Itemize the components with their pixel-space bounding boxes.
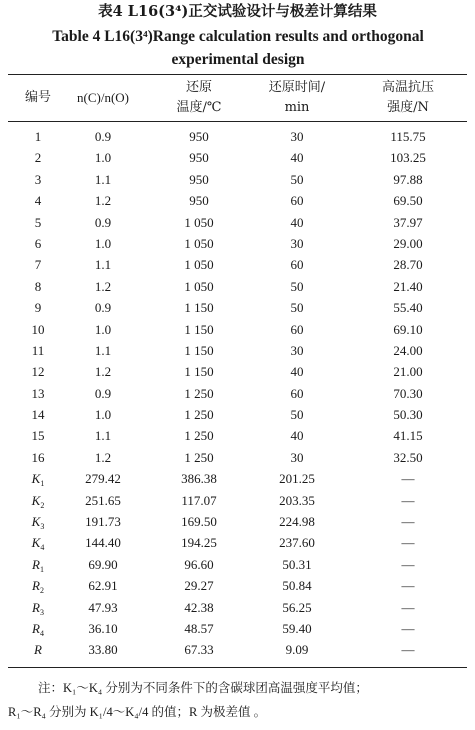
table-cell: —	[401, 599, 415, 615]
table-row	[0, 147, 475, 168]
stat-row	[0, 554, 475, 575]
table-row	[0, 233, 475, 254]
table-title-cn: 表4 L16(3⁴)正交试验设计与极差计算结果	[98, 3, 377, 20]
table-cell: 50.84	[282, 578, 312, 594]
stat-subscript: 1	[40, 479, 45, 489]
table-cell: 950	[189, 150, 209, 166]
header-temperature	[150, 76, 248, 120]
table-row	[0, 190, 475, 211]
table-cell: —	[401, 620, 415, 636]
table-row	[0, 404, 475, 425]
table-title-en	[8, 25, 468, 71]
stat-symbol: R	[32, 599, 40, 615]
table-row	[0, 340, 475, 361]
table-cell: 1 150	[184, 342, 214, 358]
table-cell: —	[401, 514, 415, 530]
table-cell: 6	[34, 235, 42, 251]
stat-row	[0, 511, 475, 532]
table-cell: 279.42	[85, 471, 121, 487]
table-cell: 69.10	[393, 321, 423, 337]
table-cell: 30	[290, 235, 304, 251]
table-cell: 1.2	[94, 449, 112, 465]
table-cell: 1.1	[94, 171, 112, 187]
table-cell: 15	[31, 428, 45, 444]
table-cell: 21.40	[393, 278, 423, 294]
table-cell: 1.1	[94, 428, 112, 444]
stat-subscript: 4	[40, 543, 45, 553]
stat-label	[8, 575, 68, 596]
table-cell: 201.25	[279, 471, 315, 487]
table-cell: 50	[290, 407, 304, 423]
stat-symbol: K	[31, 535, 41, 551]
table-cell: 0.9	[94, 214, 112, 230]
table-cell: 1 250	[184, 428, 214, 444]
stat-subscript: 1	[39, 564, 44, 574]
table-cell: 0.9	[94, 300, 112, 316]
table-cell: 103.25	[390, 150, 426, 166]
table-cell: 1.1	[94, 257, 112, 273]
table-cell: 21.00	[393, 364, 423, 380]
table-cell: 60	[290, 193, 304, 209]
table-cell: 1 250	[184, 407, 214, 423]
table-cell: 96.60	[184, 556, 214, 572]
table-cell: 1.2	[94, 193, 112, 209]
stat-symbol: R	[32, 556, 40, 572]
table-row	[0, 297, 475, 318]
table-cell: —	[401, 492, 415, 508]
table-cell: 10	[31, 321, 45, 337]
table-cell: 28.70	[393, 257, 423, 273]
table-cell: 47.93	[88, 599, 118, 615]
stat-row	[0, 618, 475, 639]
table-cell: 191.73	[85, 514, 121, 530]
table-cell: 115.75	[390, 129, 426, 144]
table-cell: 40	[290, 428, 304, 444]
table-cell: 1 050	[184, 235, 214, 251]
stat-label	[8, 532, 68, 553]
stat-label	[8, 468, 68, 489]
table-cell: —	[401, 642, 415, 658]
table-cell: 203.35	[279, 492, 315, 508]
table-row	[0, 447, 475, 468]
table-cell: 0.9	[94, 129, 112, 144]
table-cell: 40	[290, 364, 304, 380]
stat-label	[8, 597, 68, 618]
table-cell: 41.15	[393, 428, 423, 444]
table-cell: 1.2	[94, 278, 112, 294]
table-cell: 50.30	[393, 407, 423, 423]
table-cell: 169.50	[181, 514, 217, 530]
stat-symbol: K	[31, 492, 41, 508]
table-cell: —	[401, 578, 415, 594]
table-cell: 1 150	[184, 364, 214, 380]
table-cell: 60	[290, 257, 304, 273]
table-cell: 16	[31, 449, 45, 465]
table-cell: 11	[31, 342, 45, 358]
table-cell: 1.1	[94, 342, 112, 358]
table-cell: 1.0	[94, 321, 112, 337]
stat-subscript: 4	[39, 628, 44, 638]
stat-row	[0, 639, 475, 660]
table-cell: 62.91	[88, 578, 118, 594]
table-cell: 8	[34, 278, 42, 294]
table-cell: 1.0	[94, 235, 112, 251]
table-cell: 50	[290, 278, 304, 294]
table-cell: —	[401, 535, 415, 551]
header-ratio-label: n(C)/n(O)	[77, 90, 129, 105]
header-time-line1: 还原时间/	[268, 80, 326, 95]
table-cell: 42.38	[184, 599, 214, 615]
header-ratio	[68, 76, 138, 120]
table-cell: 69.50	[393, 193, 423, 209]
table-cell: 1.0	[94, 150, 112, 166]
table-cell: 9.09	[285, 642, 309, 658]
table-cell: —	[401, 556, 415, 572]
table-cell: 1.0	[94, 407, 112, 423]
note-line2: R₁～R₄ 分别为 K₁/4～K₄/4 的值；R 为极差值 。	[8, 705, 267, 719]
table-note	[8, 676, 470, 724]
table-cell: 67.33	[184, 642, 214, 658]
table-cell: 56.25	[282, 599, 312, 615]
table-cell: 5	[34, 214, 42, 230]
stat-label	[8, 511, 68, 532]
stat-subscript: 2	[39, 586, 44, 596]
table-cell: 30	[290, 342, 304, 358]
table-cell: —	[401, 471, 415, 487]
table-cell: 29.27	[184, 578, 214, 594]
stat-label	[8, 554, 68, 575]
table-cell: 60	[290, 321, 304, 337]
table-cell: 30	[290, 129, 304, 144]
table-cell: 117.07	[181, 492, 217, 508]
table-cell: 30	[290, 449, 304, 465]
table-cell: 950	[189, 129, 209, 144]
table-cell: 59.40	[282, 620, 312, 636]
table-cell: 48.57	[184, 620, 214, 636]
table-row	[0, 276, 475, 297]
table-row	[0, 169, 475, 190]
header-temperature-line2: 温度/℃	[176, 100, 222, 115]
table-row	[0, 361, 475, 382]
table-cell: 29.00	[393, 235, 423, 251]
table-cell: 69.90	[88, 556, 118, 572]
stat-subscript: 3	[39, 607, 44, 617]
table-row	[0, 126, 475, 147]
table-cell: 1.2	[94, 364, 112, 380]
header-temperature-line1: 还原	[185, 80, 212, 95]
table-cell: 36.10	[88, 620, 118, 636]
stat-label	[8, 618, 68, 639]
table-cell: 1 050	[184, 278, 214, 294]
stat-subscript: 2	[40, 500, 45, 510]
table-cell: 13	[31, 385, 45, 401]
table-cell: 950	[189, 193, 209, 209]
table-cell: 50	[290, 300, 304, 316]
table-cell: 37.97	[393, 214, 423, 230]
stat-row	[0, 532, 475, 553]
stat-label	[8, 639, 68, 660]
table-cell: 1 150	[184, 300, 214, 316]
table-row	[0, 212, 475, 233]
header-strength-line2: 强度/N	[387, 100, 429, 115]
table-cell: 2	[34, 150, 42, 166]
header-id	[8, 76, 68, 120]
table-cell: 32.50	[393, 449, 423, 465]
table-title-en-line1: Table 4 L16(3⁴)Range calculation results and orthogonal	[52, 28, 424, 45]
table-cell: 0.9	[94, 385, 112, 401]
header-divider-rule	[8, 121, 467, 122]
table-cell: 7	[34, 257, 42, 273]
stat-symbol: K	[31, 471, 41, 487]
table-cell: 251.65	[85, 492, 121, 508]
stat-row	[0, 490, 475, 511]
note-line1: 注：K₁～K₄ 分别为不同条件下的含碳球团高温强度平均值；	[38, 681, 368, 695]
table-row	[0, 425, 475, 446]
header-strength-line1: 高温抗压	[381, 80, 434, 95]
table-bottom-rule	[8, 667, 467, 668]
stat-subscript: 3	[40, 522, 45, 532]
table-cell: 1	[34, 129, 42, 144]
stat-row	[0, 597, 475, 618]
table-cell: 14	[31, 407, 45, 423]
stat-symbol: K	[31, 514, 41, 530]
table-cell: 3	[34, 171, 42, 187]
table-cell: 50	[290, 171, 304, 187]
table-cell: 12	[31, 364, 45, 380]
stat-row	[0, 575, 475, 596]
table-row	[0, 319, 475, 340]
table-row	[0, 383, 475, 404]
table-cell: 33.80	[88, 642, 118, 658]
table-cell: 194.25	[181, 535, 217, 551]
header-time-line2: min	[284, 100, 310, 115]
table-cell: 1 250	[184, 449, 214, 465]
table-cell: 70.30	[393, 385, 423, 401]
table-cell: 4	[34, 193, 42, 209]
table-cell: 1 150	[184, 321, 214, 337]
table-body	[0, 126, 475, 661]
stat-symbol: R	[32, 620, 40, 636]
table-cell: 40	[290, 150, 304, 166]
table-cell: 24.00	[393, 342, 423, 358]
table-cell: 144.40	[85, 535, 121, 551]
stat-row	[0, 468, 475, 489]
table-cell: 950	[189, 171, 209, 187]
table-cell: 97.88	[393, 171, 423, 187]
table-row	[0, 254, 475, 275]
table-cell: 1 050	[184, 214, 214, 230]
table-cell: 224.98	[279, 514, 315, 530]
stat-symbol: R	[32, 578, 40, 594]
table-title-en-line2: experimental design	[171, 51, 305, 68]
table-cell: 40	[290, 214, 304, 230]
stat-label	[8, 490, 68, 511]
table-cell: 386.38	[181, 471, 217, 487]
header-id-label: 编号	[24, 90, 51, 105]
stat-symbol: R	[34, 642, 42, 658]
table-cell: 50.31	[282, 556, 312, 572]
table-cell: 55.40	[393, 300, 423, 316]
header-time	[250, 76, 344, 120]
table-cell: 1 250	[184, 385, 214, 401]
table-cell: 237.60	[279, 535, 315, 551]
table-cell: 60	[290, 385, 304, 401]
header-strength	[356, 76, 460, 120]
table-cell: 1 050	[184, 257, 214, 273]
table-cell: 9	[34, 300, 42, 316]
